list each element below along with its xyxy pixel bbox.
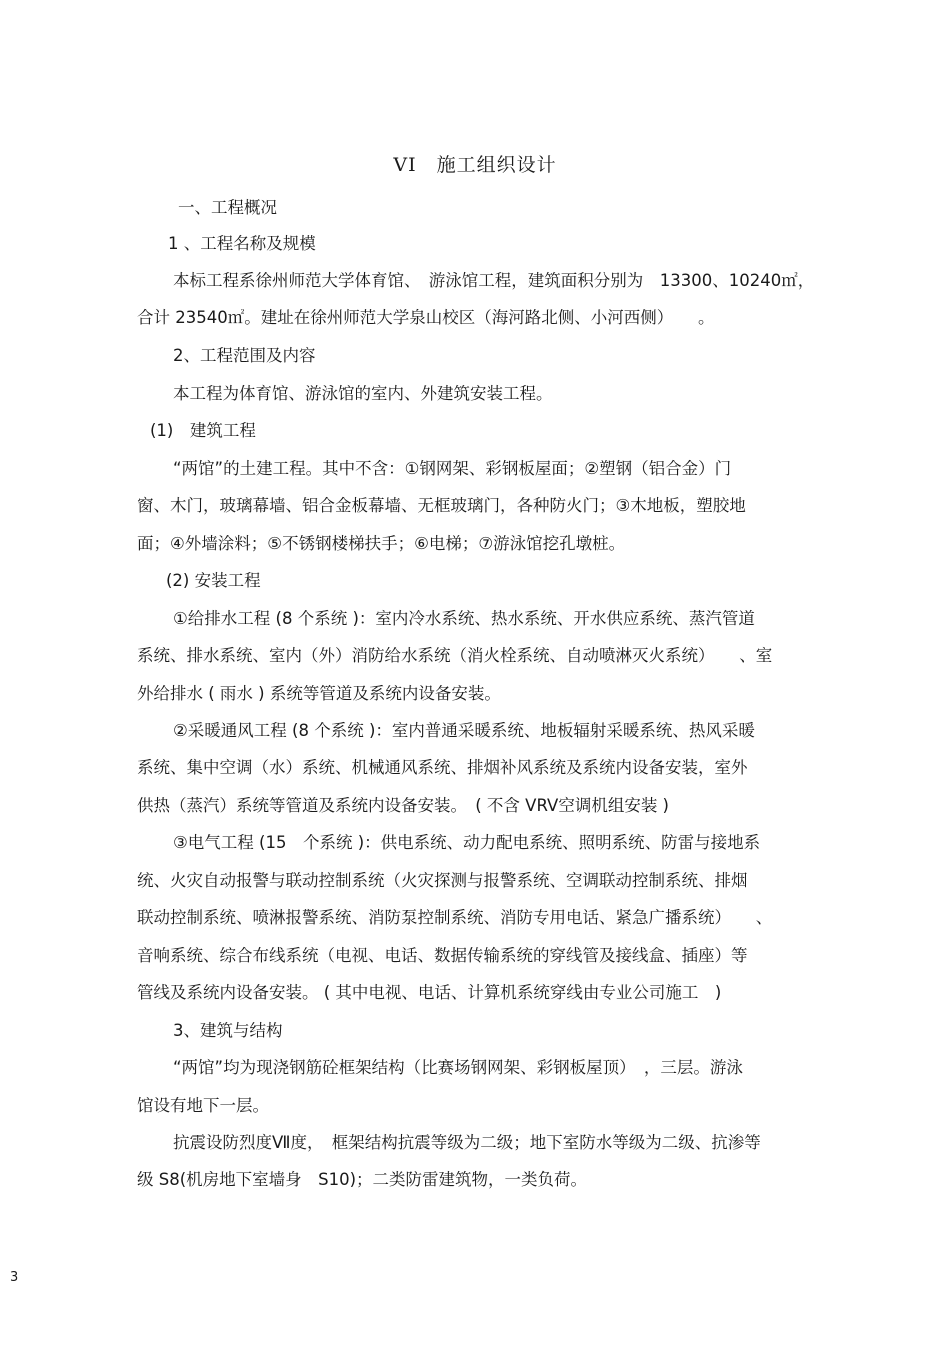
paragraph-line: 本工程为体育馆、游泳馆的室内、外建筑安装工程。	[173, 384, 553, 403]
heading-name-scale: 1 、工程名称及规模	[168, 234, 316, 253]
paragraph-line: 音响系统、综合布线系统（电视、电话、数据传输系统的穿线管及接线盒、插座）等	[137, 946, 748, 965]
paragraph-line: 外给排水 ( 雨水 ) 系统等管道及系统内设备安装。	[137, 684, 501, 703]
paragraph-line: 系统、排水系统、室内（外）消防给水系统（消火栓系统、自动喷淋灭火系统） 、室	[137, 646, 773, 665]
page-number: 3	[10, 1270, 19, 1285]
paragraph-line: 管线及系统内设备安装。 ( 其中电视、电话、计算机系统穿线由专业公司施工 )	[137, 983, 722, 1002]
subheading-installation: (2) 安装工程	[166, 571, 261, 590]
heading-scope: 2、工程范围及内容	[173, 346, 316, 365]
subheading-building: (1) 建筑工程	[150, 421, 256, 440]
paragraph-line: 本标工程系徐州师范大学体育馆、 游泳馆工程，建筑面积分别为 13300、10240㎡，	[173, 271, 815, 290]
paragraph-line: 级 S8(机房地下室墙身 S10)；二类防雷建筑物，一类负荷。	[137, 1170, 588, 1189]
paragraph-line: 系统、集中空调（水）系统、机械通风系统、排烟补风系统及系统内设备安装，室外	[137, 758, 748, 777]
page-title: VI 施工组织设计	[393, 154, 557, 176]
paragraph-line: 联动控制系统、喷淋报警系统、消防泵控制系统、消防专用电话、紧急广播系统） 、	[137, 908, 773, 927]
paragraph-line: 馆设有地下一层。	[137, 1096, 269, 1115]
heading-overview: 一、工程概况	[178, 198, 277, 217]
paragraph-line: 统、火灾自动报警与联动控制系统（火灾探测与报警系统、空调联动控制系统、排烟	[137, 871, 748, 890]
paragraph-line: “两馆”的土建工程。其中不含：①钢网架、彩钢板屋面；②塑钢（铝合金）门	[173, 459, 732, 478]
paragraph-line: ③电气工程 (15 个系统 )：供电系统、动力配电系统、照明系统、防雷与接地系	[173, 833, 761, 852]
paragraph-line: ①给排水工程 (8 个系统 )：室内冷水系统、热水系统、开水供应系统、蒸汽管道	[173, 609, 755, 628]
paragraph-line: 抗震设防烈度Ⅶ度， 框架结构抗震等级为二级；地下室防水等级为二级、抗渗等	[173, 1133, 761, 1152]
paragraph-line: ②采暖通风工程 (8 个系统 )：室内普通采暖系统、地板辐射采暖系统、热风采暖	[173, 721, 755, 740]
paragraph-line: “两馆”均为现浇钢筋砼框架结构（比赛场钢网架、彩钢板屋顶） ，三层。游泳	[173, 1058, 743, 1077]
paragraph-line: 供热（蒸汽）系统等管道及系统内设备安装。 ( 不含 VRV空调机组安装 )	[137, 796, 669, 815]
paragraph-line: 窗、木门，玻璃幕墙、铝合金板幕墙、无框玻璃门，各种防火门；③木地板，塑胶地	[137, 496, 746, 515]
heading-structure: 3、建筑与结构	[173, 1021, 283, 1040]
paragraph-line: 合计 23540㎡。建址在徐州师范大学泉山校区（海河路北侧、小河西侧） 。	[137, 308, 715, 327]
paragraph-line: 面；④外墙涂料；⑤不锈钢楼梯扶手；⑥电梯；⑦游泳馆挖孔墩桩。	[137, 534, 626, 553]
